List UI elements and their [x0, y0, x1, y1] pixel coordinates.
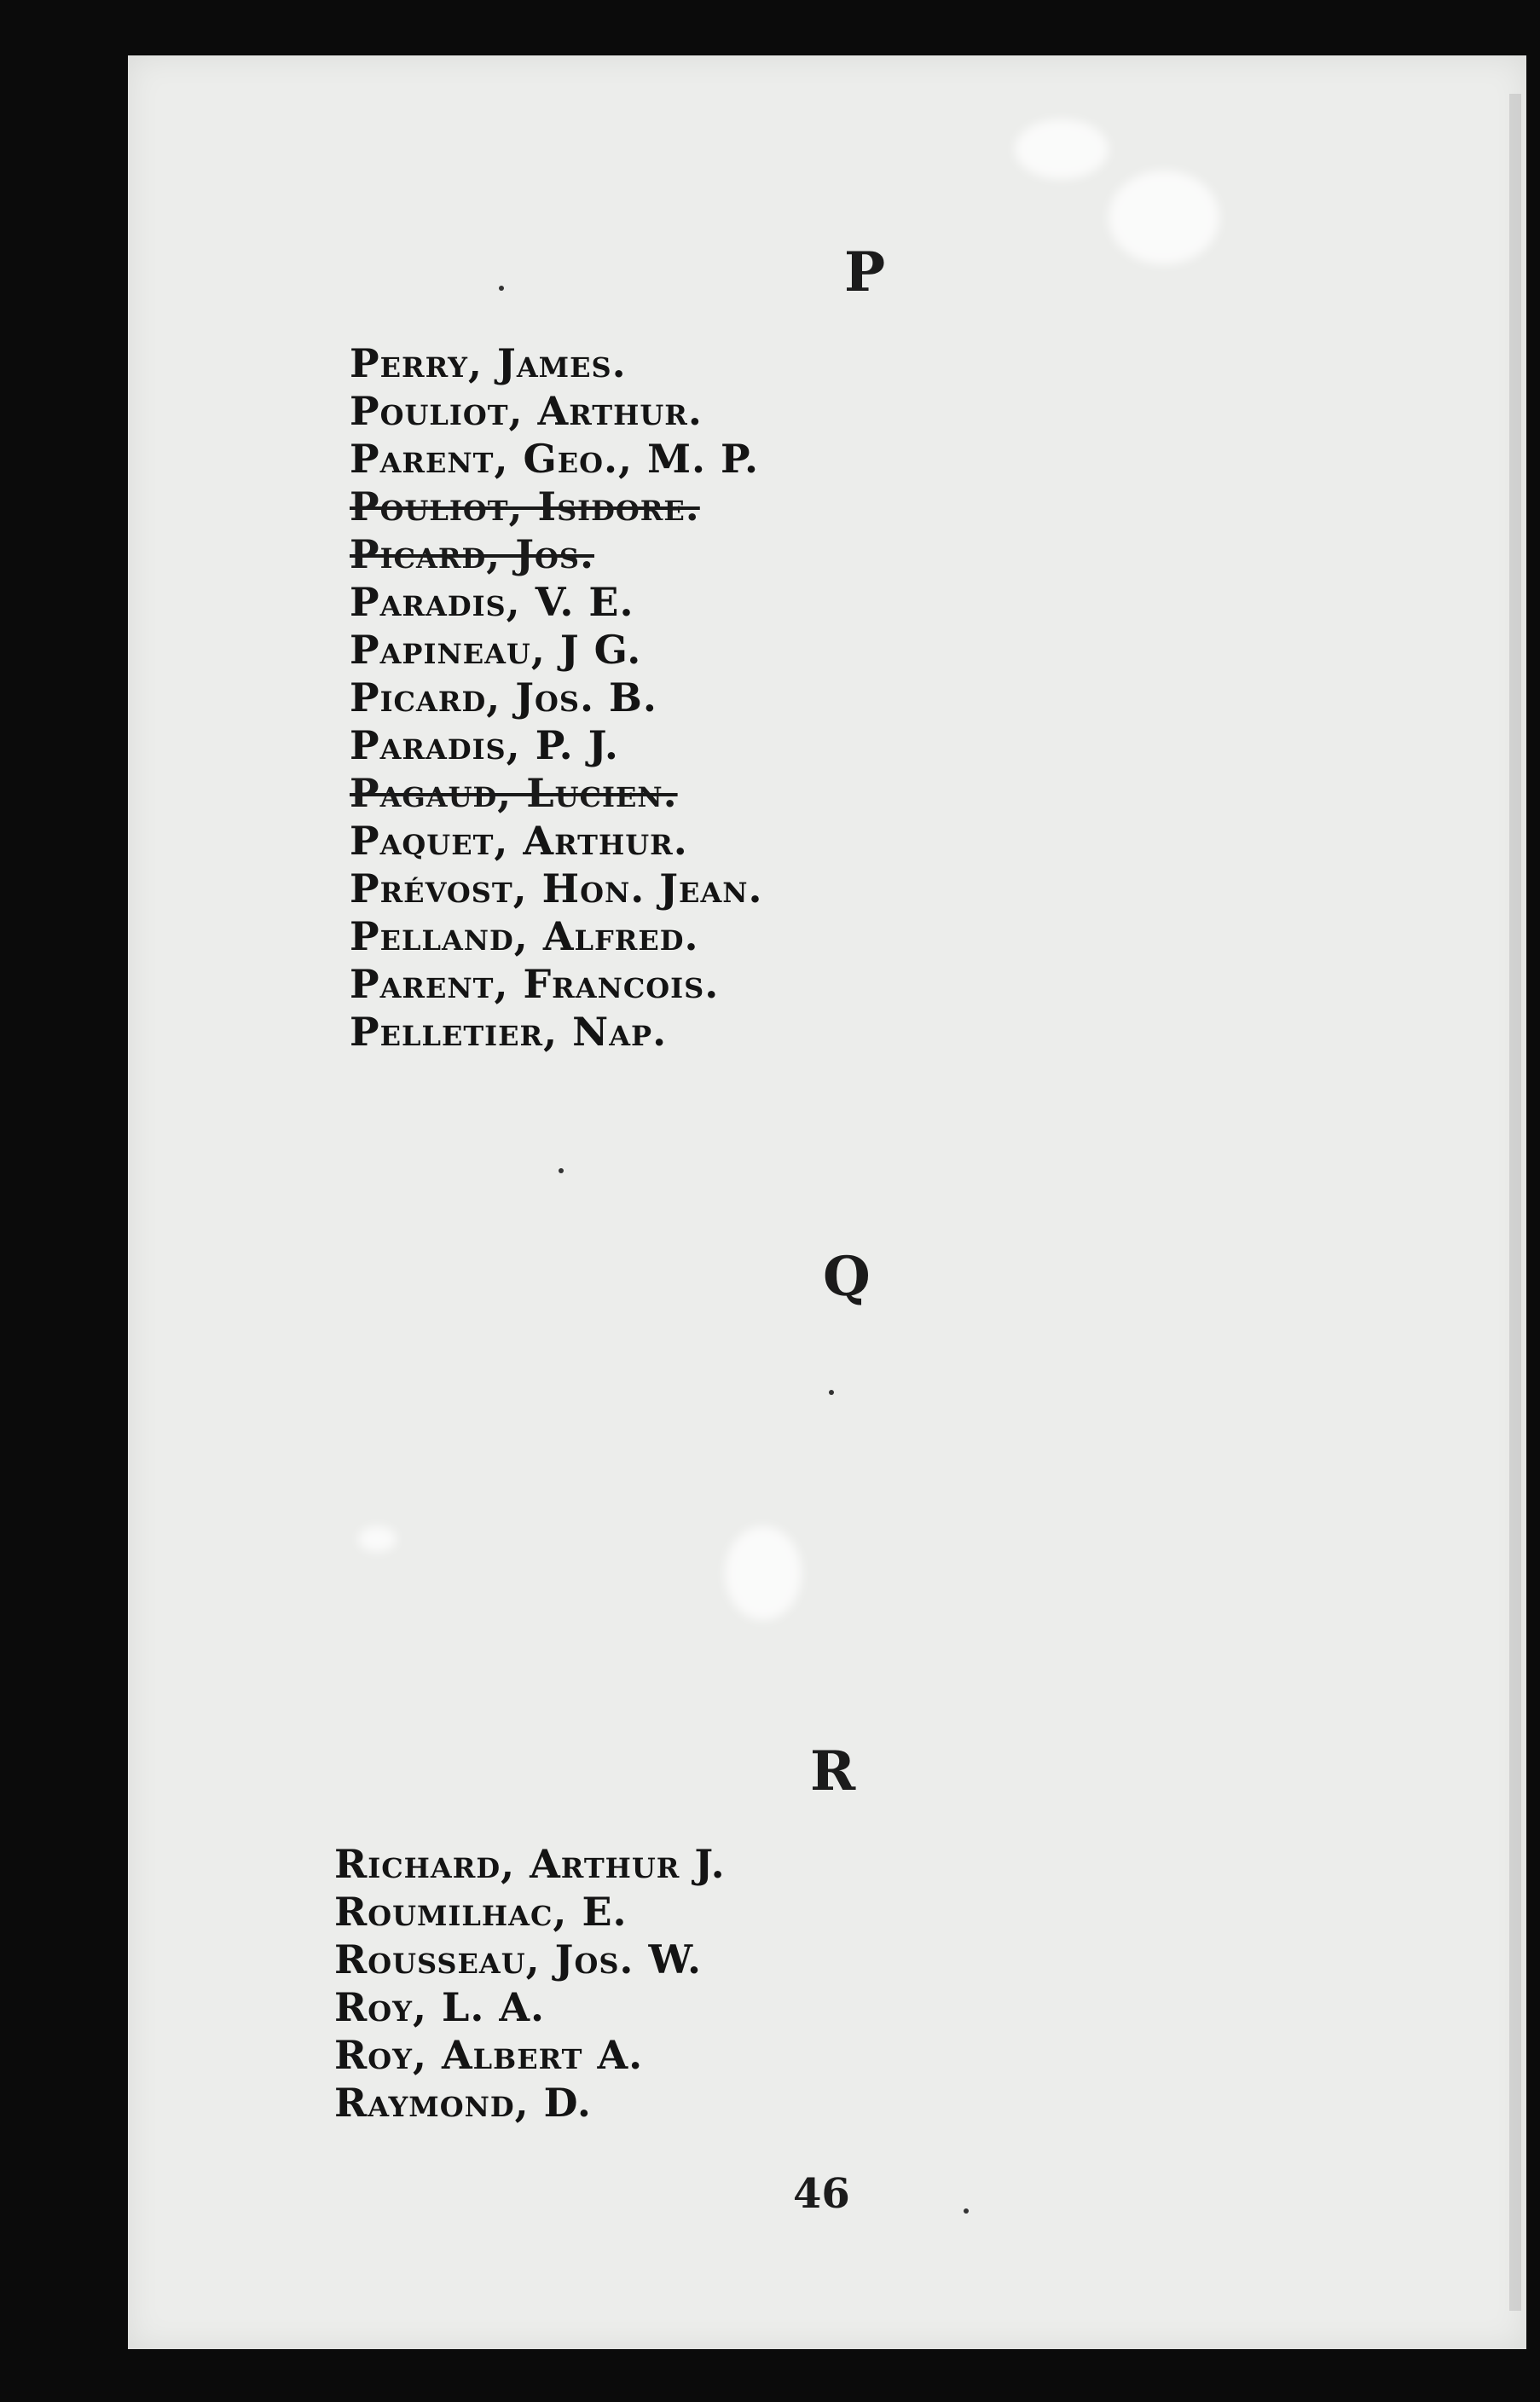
- list-item: Parent, Geo., M. P.: [350, 436, 760, 482]
- list-item: Papineau, J G.: [350, 627, 642, 673]
- list-item: Picard, Jos. B.: [350, 674, 657, 721]
- list-item: Roy, L. A.: [334, 1984, 546, 2030]
- entry-list-r: [334, 1840, 726, 2127]
- list-item: Pelland, Alfred.: [350, 913, 699, 959]
- entry-list-p: [350, 339, 763, 1056]
- list-item: Roy, Albert A.: [334, 2032, 644, 2078]
- section-heading-p: P: [844, 240, 887, 304]
- list-item: Rousseau, Jos. W.: [334, 1936, 702, 1982]
- paper-speck: [499, 286, 504, 291]
- paper-speck: [964, 2208, 969, 2214]
- list-item: Prévost, Hon. Jean.: [350, 865, 763, 912]
- paper-stain: [358, 1526, 397, 1552]
- list-item: Paradis, P. J.: [350, 722, 619, 768]
- list-item: Paradis, V. E.: [350, 579, 634, 625]
- paper-stain: [725, 1526, 802, 1620]
- list-item: Pelletier, Nap.: [350, 1009, 668, 1055]
- section-heading-r: R: [810, 1739, 857, 1803]
- list-item-struck: Pouliot, Isidore.: [350, 483, 700, 530]
- list-item-struck: Picard, Jos.: [350, 531, 594, 577]
- paper-stain: [1109, 171, 1219, 264]
- page-number: 46: [793, 2170, 850, 2218]
- list-item: Roumilhac, E.: [334, 1889, 628, 1935]
- section-heading-q: Q: [823, 1245, 871, 1309]
- list-item: Paquet, Arthur.: [350, 818, 688, 864]
- paper-stain: [1015, 119, 1109, 179]
- list-item: Richard, Arthur J.: [334, 1841, 726, 1887]
- list-item: Pouliot, Arthur.: [350, 388, 703, 434]
- page-edge: [1509, 94, 1521, 2311]
- list-item: Raymond, D.: [334, 2080, 592, 2126]
- list-item: Parent, Francois.: [350, 961, 720, 1007]
- paper-speck: [829, 1390, 834, 1395]
- list-item: Perry, James.: [350, 340, 627, 386]
- list-item-struck: Pagaud, Lucien.: [350, 770, 678, 816]
- paper-speck: [559, 1168, 564, 1173]
